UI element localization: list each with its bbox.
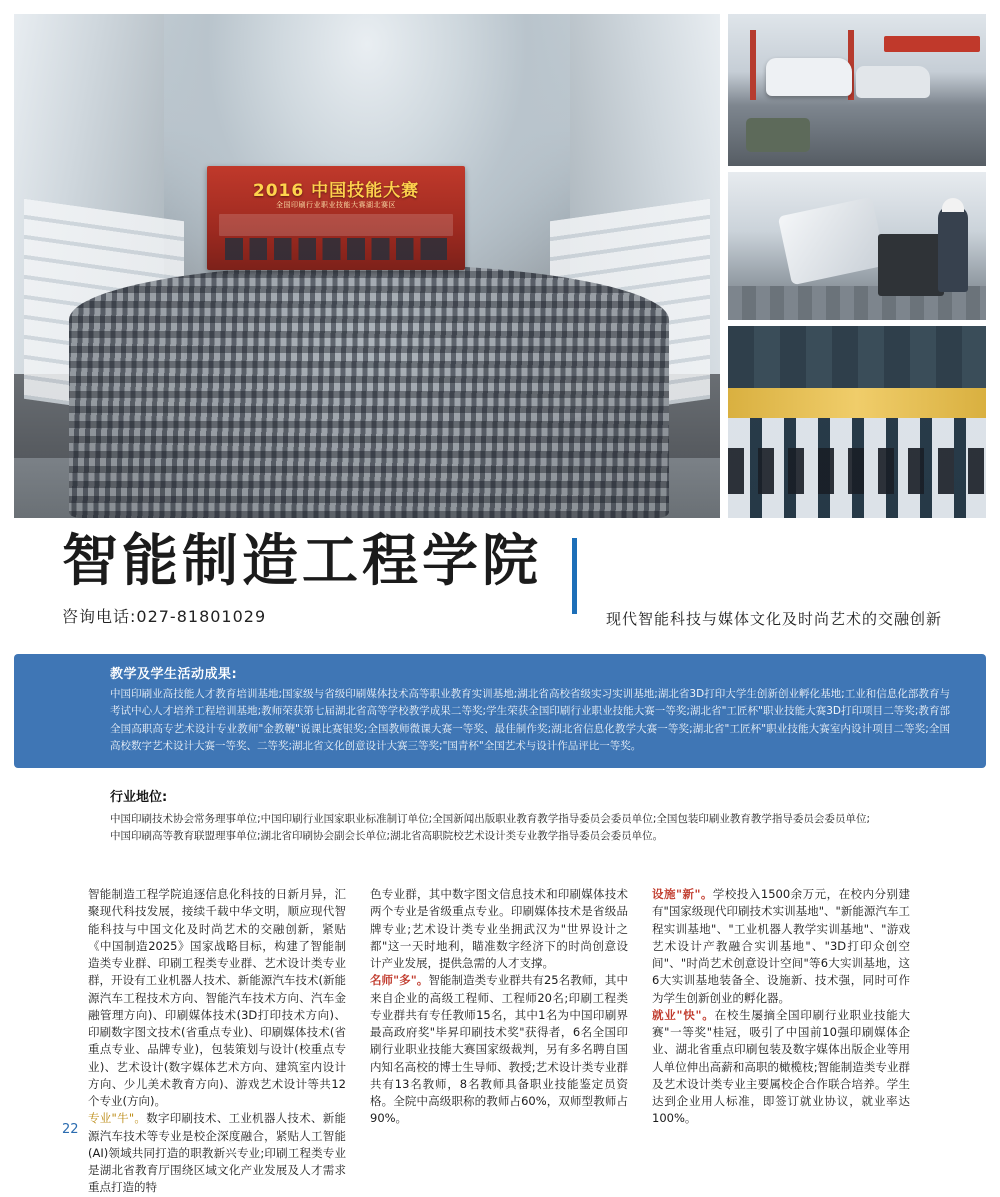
photo-main-hall [14,14,720,518]
paragraph: 专业"牛"。数字印刷技术、工业机器人技术、新能源汽车技术等专业是校企深度融合，紧贴人工智能(AI)领域共同打造的职教新兴专业;印刷工程类专业是湖北省教育厅围绕区域文化产业发展及人才需求重点打造的特 [88,1111,346,1195]
stage-banner-title: 2016 中国技能大赛 [252,181,420,201]
industrial-robot-arm [778,197,886,285]
event-stage [207,166,465,270]
industry-status-heading: 行业地位: [110,790,168,805]
paragraph: 色专业群，其中数字图文信息技术和印刷媒体技术两个专业是省级重点专业。印刷媒体技术是省级品牌专业;艺术设计类专业坐拥武汉为"世界设计之都"这一天时地利，瞄准数字经济下的时尚创意设计产业发展，提供急需的人才支撑。 [370,887,628,970]
photo-auto-workshop [728,14,986,166]
audience-crowd [69,264,669,518]
photo-collage [14,14,986,518]
industry-status-body: 中国印刷技术协会常务理事单位;中国印刷行业国家职业标准制订单位;全国新闻出版职业教育教学指导委员会委员单位;全国包装印刷业教育教学指导委员会委员单位;中国印刷高等教育联盟理事单位;湖北省印刷协会副会长单位;湖北省高职院校艺术设计类专业教学指导委员会委员单位。 [110,813,870,842]
paragraph-lead-label: 名师"多"。 [370,973,429,988]
stage-seated-row [225,238,447,260]
control-cabinet [878,234,944,296]
car-lift-post-left [750,30,756,100]
car-on-lift [766,58,852,96]
paragraph: 名师"多"。智能制造类专业群共有25名教师，其中来自企业的高级工程师、工程师20名;印刷工程类专业群共有专任教师15名，其中1名为中国印刷界最高政府奖"毕昇印刷技术奖"获得者，6名全国印刷行业职业技能大赛国家级裁判，另有多名聘自国内知名高校的博士生导师、教授;艺术设计类专业群共有13名教师，8名教师具备职业技能鉴定员资格。全院中高级职称的教师占60%，双师型教师占90%。 [370,973,628,1126]
paragraph-lead-label: 就业"快"。 [652,1007,715,1022]
industry-status-section [110,786,870,845]
paragraph: 设施"新"。学校投入1500余万元，在校内分别建有"国家级现代印刷技术实训基地"、"新能源汽车工程实训基地"、"工业机器人教学实训基地"、"游戏艺术设计产教融合实训基地"、"3D打印众创空间"、"时尚艺术创意设计空间"等6大实训基地，这6大实训基地装备全、设施新、技术强，同时可作为学生创新创业的孵化器。 [652,887,911,1005]
paragraph: 智能制造工程学院追逐信息化科技的日新月异，汇聚现代科技发展，接续千载中华文明，顺应现代智能科技与中国文化及时尚艺术的交融创新，紧贴《中国制造2025》国家战略目标，构建了智能制造类专业群、印刷工程类专业群、艺术设计类专业群，开设有工业机器人技术、新能源汽车技术(新能源汽车工程技术方向、智能汽车技术方向、汽车金融管理方向)、印刷媒体技术(3D打印技术方向)、印刷数字图文技术(省重点专业)、印刷媒体技术(省重点专业、品牌专业)，包装策划与设计(校重点专业)、艺术设计(数字媒体艺术方向、建筑室内设计方向、少儿美术教育方向)、游戏艺术设计等共12个专业(方向)。 [88,887,346,1108]
lab-wall-stripe [728,388,986,418]
body-column-2 [370,886,628,1126]
workshop-red-banner [884,36,980,52]
achievements-panel [14,654,986,768]
body-column-1 [88,886,346,1195]
body-columns [88,886,912,1195]
lab-students-row [728,448,986,494]
paragraph-lead-label: 专业"牛"。 [88,1111,147,1126]
page-number: 22 [62,1122,79,1137]
title-block [62,529,942,644]
page-title: 智能制造工程学院 [62,529,542,594]
body-column-3 [652,886,911,1126]
second-car [856,66,930,98]
contact-phone: 咨询电话:027-81801029 [62,607,267,626]
engine-display [746,118,810,152]
photo-computer-lab [728,326,986,518]
stage-banner-subtitle: 全国印刷行业职业技能大赛湖北赛区 [276,201,396,209]
student-figure [938,206,968,292]
safety-helmet [942,198,964,212]
paragraph-lead-label: 设施"新"。 [652,887,713,901]
achievements-heading: 教学及学生活动成果: [110,667,238,682]
photo-robotics-lab [728,172,986,320]
paragraph: 就业"快"。在校生屡摘全国印刷行业职业技能大赛"一等奖"桂冠，吸引了中国前10强印刷媒体企业、湖北省重点印刷包装及数字媒体出版企业等用人单位伸出高薪和高职的橄榄枝;智能制造类专业群及艺术设计类专业主要属校企合作联合培养。学生达到企业用人标准，即签订就业协议，就业率达100%。 [652,1007,911,1126]
stage-backdrop-strip [219,214,453,236]
title-divider [572,538,577,614]
slogan-text: 现代智能科技与媒体文化及时尚艺术的交融创新 [605,610,942,628]
achievements-body: 中国印刷业高技能人才教育培训基地;国家级与省级印刷媒体技术高等职业教育实训基地;湖北省高校省级实习实训基地;湖北省3D打印大学生创新创业孵化基地;工业和信息化部教育与考试中心人才培养工程培训基地;教师荣获第七届湖北省高等学校教学成果二等奖;学生荣获全国印刷行业职业技能大赛一等奖;湖北省"工匠杯"职业技能大赛3D打印项目二等奖;教育部全国高职高专艺术设计专业教师"金教鞭"说课比赛银奖;全国教师微课大赛一等奖、最佳制作奖;湖北省信息化教学大赛一等奖;湖北省"工匠杯"职业技能大赛室内设计项目二等奖;全国高校数字艺术设计大赛一等奖、二等奖;湖北省文化创意设计大赛三等奖;"国青杯"全国艺术与设计作品评比一等奖。 [110,688,950,752]
lab-ceiling [728,326,986,388]
